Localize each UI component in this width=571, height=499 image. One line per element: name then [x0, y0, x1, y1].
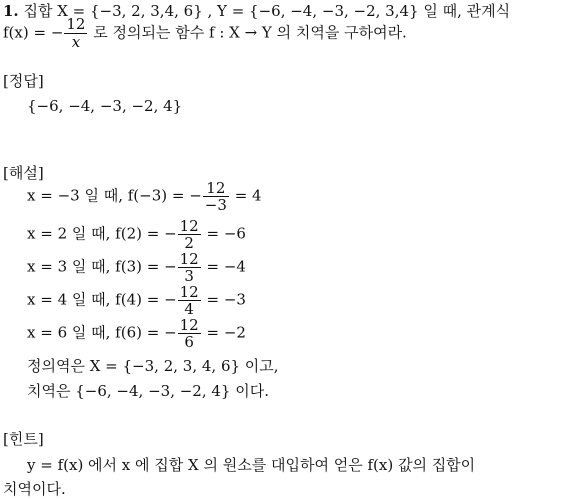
solution-line-result: = 4 [234, 186, 262, 205]
solution-fraction [203, 180, 229, 213]
function-definition-prefix: f(x) = − [3, 23, 64, 42]
hint-line-1: y = f(x) 에서 x 에 집합 X 의 원소를 대입하여 얻은 f(x) 값의 집합이 [27, 456, 476, 474]
solution-label: [해설] [3, 164, 44, 182]
solution-line-prefix: x = 4 일 때, f(4) = − [27, 290, 177, 309]
fraction-numerator: 12 [179, 250, 199, 268]
solution-line-result: = −2 [206, 323, 246, 342]
fraction-numerator: 12 [66, 15, 86, 33]
hint-line-2: 치역이다. [3, 480, 66, 498]
solution-fraction [178, 284, 201, 317]
problem-statement: 집합 X = {−3, 2, 3,4, 6} , Y = {−6, −4, −3, −2, 3,4} 일 때, 관계식 [23, 2, 511, 20]
solution-line-prefix: x = 2 일 때, f(2) = − [27, 224, 177, 243]
solution-line-result: = −3 [206, 290, 246, 309]
solution-line-prefix: x = 3 일 때, f(3) = − [27, 257, 177, 276]
solution-line-result: = −6 [206, 224, 246, 243]
fraction-denominator: 6 [184, 333, 194, 351]
problem-number: 1. [3, 2, 19, 20]
problem-question: 로 정의되는 함수 f : X → Y 의 치역을 구하여라. [93, 23, 407, 42]
problem-line-2 [3, 16, 407, 51]
solution-line [27, 218, 246, 251]
function-fraction [64, 16, 87, 51]
solution-line [27, 180, 262, 213]
hint-label: [힌트] [3, 430, 44, 448]
fraction-denominator: 3 [184, 267, 194, 285]
solution-fraction [178, 218, 201, 251]
solution-fraction [178, 317, 201, 350]
fraction-numerator: 12 [179, 283, 199, 301]
solution-fraction [178, 251, 201, 284]
answer-label: [정답] [3, 72, 44, 90]
solution-line-prefix: x = 6 일 때, f(6) = − [27, 323, 177, 342]
solution-line [27, 284, 246, 317]
fraction-numerator: 12 [179, 316, 199, 334]
fraction-denominator: 2 [184, 234, 194, 252]
solution-line-result: = −4 [206, 257, 246, 276]
answer-text: {−6, −4, −3, −2, 4} [27, 97, 183, 115]
solution-line [27, 317, 246, 350]
fraction-numerator: 12 [203, 180, 229, 197]
solution-line-prefix: x = −3 일 때, f(−3) = − [27, 186, 202, 205]
fraction-denominator: x [71, 33, 81, 51]
fraction-numerator: 12 [179, 217, 199, 235]
domain-line: 정의역은 X = {−3, 2, 3, 4, 6} 이고, [27, 357, 279, 375]
fraction-denominator: −3 [204, 196, 227, 214]
solution-line [27, 251, 246, 284]
fraction-denominator: 4 [184, 300, 194, 318]
range-line: 치역은 {−6, −4, −3, −2, 4} 이다. [27, 382, 269, 400]
